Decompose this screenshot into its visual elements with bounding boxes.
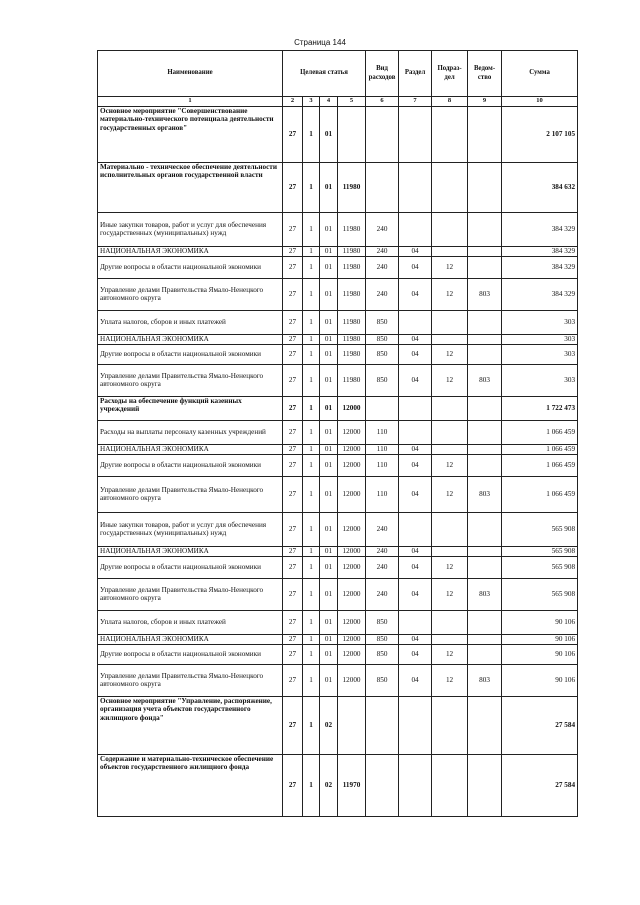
cell-section: [399, 212, 432, 246]
page-number-label: Страница 144: [294, 38, 346, 47]
cell-program: 27: [283, 334, 303, 344]
table-row: [98, 344, 578, 364]
cell-program: 27: [283, 106, 303, 162]
cell-event: 01: [320, 444, 338, 454]
col-number: 7: [399, 97, 432, 107]
header-subsection: Подраз-дел: [432, 51, 468, 97]
cell-subprogram: 1: [303, 364, 320, 396]
cell-subsection: [432, 754, 468, 816]
cell-event: 01: [320, 476, 338, 512]
cell-department: [468, 610, 502, 634]
cell-name: Иные закупки товаров, работ и услуг для обеспечения государственных (муниципальных) нужд: [98, 512, 283, 546]
cell-program: 27: [283, 212, 303, 246]
cell-name: Расходы на обеспечение функций казенных учреждений: [98, 396, 283, 420]
cell-section: [399, 310, 432, 334]
cell-section: 04: [399, 476, 432, 512]
cell-department: [468, 696, 502, 754]
cell-section: [399, 610, 432, 634]
cell-name: Содержание и материально-техническое обеспечение объектов государственного жилищного фонда: [98, 754, 283, 816]
cell-department: [468, 454, 502, 476]
header-target-article: Целевая статья: [283, 51, 366, 97]
cell-event: 01: [320, 578, 338, 610]
cell-section: 04: [399, 664, 432, 696]
cell-direction: 12000: [338, 444, 366, 454]
cell-event: 01: [320, 334, 338, 344]
cell-subprogram: 1: [303, 512, 320, 546]
cell-direction: 12000: [338, 664, 366, 696]
cell-name: НАЦИОНАЛЬНАЯ ЭКОНОМИКА: [98, 444, 283, 454]
header-name: Наименование: [98, 51, 283, 97]
cell-event: 01: [320, 454, 338, 476]
cell-department: [468, 106, 502, 162]
cell-direction: [338, 696, 366, 754]
cell-subsection: 12: [432, 644, 468, 664]
cell-direction: 12000: [338, 610, 366, 634]
cell-department: [468, 162, 502, 212]
cell-sum: 565 908: [502, 556, 578, 578]
cell-subsection: [432, 334, 468, 344]
cell-expense-type: 110: [366, 420, 399, 444]
cell-event: 01: [320, 278, 338, 310]
cell-direction: 12000: [338, 546, 366, 556]
cell-name: Другие вопросы в области национальной экономики: [98, 344, 283, 364]
cell-direction: 11980: [338, 310, 366, 334]
cell-direction: 11980: [338, 212, 366, 246]
cell-department: [468, 310, 502, 334]
cell-name: НАЦИОНАЛЬНАЯ ЭКОНОМИКА: [98, 634, 283, 644]
cell-program: 27: [283, 310, 303, 334]
table-row: [98, 106, 578, 162]
cell-expense-type: 850: [366, 664, 399, 696]
cell-name: Уплата налогов, сборов и иных платежей: [98, 310, 283, 334]
cell-department: 803: [468, 278, 502, 310]
cell-program: 27: [283, 454, 303, 476]
col-number: 10: [502, 97, 578, 107]
col-number: 4: [320, 97, 338, 107]
cell-program: 27: [283, 444, 303, 454]
cell-subsection: [432, 162, 468, 212]
cell-subprogram: 1: [303, 106, 320, 162]
cell-expense-type: 240: [366, 512, 399, 546]
cell-section: [399, 696, 432, 754]
cell-program: 27: [283, 364, 303, 396]
cell-section: 04: [399, 644, 432, 664]
cell-event: 01: [320, 162, 338, 212]
cell-section: 04: [399, 578, 432, 610]
cell-department: 803: [468, 364, 502, 396]
cell-department: [468, 634, 502, 644]
cell-sum: 303: [502, 334, 578, 344]
cell-expense-type: 240: [366, 546, 399, 556]
cell-event: 01: [320, 556, 338, 578]
cell-name: Другие вопросы в области национальной экономики: [98, 644, 283, 664]
cell-sum: 303: [502, 364, 578, 396]
cell-direction: 12000: [338, 476, 366, 512]
header-expense-type: Вид расходов: [366, 51, 399, 97]
cell-sum: 1 722 473: [502, 396, 578, 420]
cell-department: [468, 546, 502, 556]
cell-subprogram: 1: [303, 476, 320, 512]
cell-expense-type: [366, 696, 399, 754]
cell-section: 04: [399, 546, 432, 556]
cell-program: 27: [283, 610, 303, 634]
table-row: [98, 512, 578, 546]
cell-event: 01: [320, 610, 338, 634]
cell-department: [468, 334, 502, 344]
header-section: Раздел: [399, 51, 432, 97]
cell-expense-type: 110: [366, 444, 399, 454]
cell-department: 803: [468, 476, 502, 512]
column-number-row: [98, 97, 578, 107]
cell-subprogram: 1: [303, 344, 320, 364]
cell-section: 04: [399, 556, 432, 578]
cell-event: 01: [320, 634, 338, 644]
cell-event: 01: [320, 246, 338, 256]
cell-direction: 11980: [338, 334, 366, 344]
cell-subsection: 12: [432, 664, 468, 696]
cell-subprogram: 1: [303, 556, 320, 578]
cell-program: 27: [283, 754, 303, 816]
cell-event: 01: [320, 546, 338, 556]
cell-subsection: 12: [432, 578, 468, 610]
cell-name: Основное мероприятие "Управление, распоряжение, организация учета объектов государственного жилищного фонда": [98, 696, 283, 754]
cell-program: 27: [283, 556, 303, 578]
cell-event: 01: [320, 512, 338, 546]
cell-section: 04: [399, 444, 432, 454]
cell-expense-type: [366, 754, 399, 816]
table-row: [98, 256, 578, 278]
cell-subprogram: 1: [303, 162, 320, 212]
cell-sum: 1 066 459: [502, 444, 578, 454]
cell-department: [468, 556, 502, 578]
table-row: [98, 754, 578, 816]
cell-section: [399, 754, 432, 816]
col-number: 8: [432, 97, 468, 107]
cell-expense-type: 110: [366, 454, 399, 476]
cell-department: [468, 512, 502, 546]
cell-department: 803: [468, 578, 502, 610]
cell-program: 27: [283, 420, 303, 444]
cell-sum: 384 632: [502, 162, 578, 212]
header-sum: Сумма: [502, 51, 578, 97]
cell-expense-type: 850: [366, 364, 399, 396]
table-row: [98, 476, 578, 512]
header-department: Ведом-ство: [468, 51, 502, 97]
budget-table: [97, 50, 578, 817]
cell-sum: 90 106: [502, 644, 578, 664]
cell-subsection: [432, 444, 468, 454]
cell-direction: 11980: [338, 162, 366, 212]
cell-sum: 565 908: [502, 578, 578, 610]
table-row: [98, 310, 578, 334]
cell-direction: 11980: [338, 256, 366, 278]
cell-subprogram: 1: [303, 278, 320, 310]
cell-program: 27: [283, 546, 303, 556]
cell-sum: 27 584: [502, 754, 578, 816]
cell-subsection: [432, 512, 468, 546]
cell-sum: 565 908: [502, 546, 578, 556]
cell-name: Управление делами Правительства Ямало-Ненецкого автономного округа: [98, 578, 283, 610]
cell-subprogram: 1: [303, 310, 320, 334]
cell-program: 27: [283, 476, 303, 512]
cell-sum: 1 066 459: [502, 476, 578, 512]
cell-event: 01: [320, 664, 338, 696]
cell-name: Другие вопросы в области национальной экономики: [98, 256, 283, 278]
cell-direction: 12000: [338, 512, 366, 546]
cell-program: 27: [283, 578, 303, 610]
cell-name: Управление делами Правительства Ямало-Ненецкого автономного округа: [98, 664, 283, 696]
cell-sum: 27 584: [502, 696, 578, 754]
cell-expense-type: 850: [366, 644, 399, 664]
cell-name: НАЦИОНАЛЬНАЯ ЭКОНОМИКА: [98, 546, 283, 556]
cell-event: 02: [320, 696, 338, 754]
cell-expense-type: [366, 396, 399, 420]
cell-subprogram: 1: [303, 610, 320, 634]
cell-section: 04: [399, 454, 432, 476]
cell-event: 01: [320, 364, 338, 396]
cell-direction: 12000: [338, 634, 366, 644]
cell-subsection: [432, 610, 468, 634]
cell-direction: [338, 106, 366, 162]
cell-expense-type: 850: [366, 344, 399, 364]
cell-direction: 11980: [338, 278, 366, 310]
cell-direction: 11980: [338, 344, 366, 364]
cell-expense-type: 240: [366, 556, 399, 578]
cell-subprogram: 1: [303, 420, 320, 444]
cell-subsection: [432, 396, 468, 420]
cell-subprogram: 1: [303, 246, 320, 256]
table-row: [98, 634, 578, 644]
table-row: [98, 578, 578, 610]
cell-subsection: 12: [432, 454, 468, 476]
cell-program: 27: [283, 256, 303, 278]
cell-program: 27: [283, 344, 303, 364]
table-row: [98, 696, 578, 754]
cell-sum: 384 329: [502, 246, 578, 256]
cell-section: [399, 512, 432, 546]
cell-name: Управление делами Правительства Ямало-Ненецкого автономного округа: [98, 476, 283, 512]
table-row: [98, 610, 578, 634]
table-row: [98, 556, 578, 578]
cell-subprogram: 1: [303, 334, 320, 344]
cell-name: Другие вопросы в области национальной экономики: [98, 556, 283, 578]
table-row: [98, 162, 578, 212]
cell-subprogram: 1: [303, 396, 320, 420]
cell-sum: 303: [502, 344, 578, 364]
cell-subprogram: 1: [303, 546, 320, 556]
cell-section: 04: [399, 334, 432, 344]
cell-event: 01: [320, 644, 338, 664]
table-row: [98, 212, 578, 246]
cell-name: Расходы на выплаты персоналу казенных учреждений: [98, 420, 283, 444]
table-header-row: [98, 51, 578, 97]
cell-sum: 1 066 459: [502, 420, 578, 444]
cell-section: 04: [399, 344, 432, 364]
col-number: 2: [283, 97, 303, 107]
cell-program: 27: [283, 246, 303, 256]
cell-program: 27: [283, 512, 303, 546]
cell-name: Материально - техническое обеспечение деятельности исполнительных органов государственной власти: [98, 162, 283, 212]
cell-name: Основное мероприятие "Совершенствование материально-технического потенциала деятельности государственных органов": [98, 106, 283, 162]
cell-section: [399, 162, 432, 212]
cell-expense-type: 240: [366, 256, 399, 278]
cell-expense-type: 240: [366, 246, 399, 256]
table-row: [98, 278, 578, 310]
cell-expense-type: 850: [366, 334, 399, 344]
cell-expense-type: 240: [366, 578, 399, 610]
cell-name: Другие вопросы в области национальной экономики: [98, 454, 283, 476]
cell-section: 04: [399, 364, 432, 396]
col-number: 9: [468, 97, 502, 107]
cell-program: 27: [283, 696, 303, 754]
table-row: [98, 396, 578, 420]
cell-event: 01: [320, 310, 338, 334]
table-row: [98, 454, 578, 476]
cell-program: 27: [283, 644, 303, 664]
cell-event: 01: [320, 344, 338, 364]
cell-expense-type: 240: [366, 212, 399, 246]
cell-expense-type: 850: [366, 610, 399, 634]
cell-program: 27: [283, 278, 303, 310]
cell-name: Иные закупки товаров, работ и услуг для обеспечения государственных (муниципальных) нужд: [98, 212, 283, 246]
cell-subsection: [432, 420, 468, 444]
cell-department: [468, 644, 502, 664]
cell-sum: 90 106: [502, 610, 578, 634]
cell-direction: 12000: [338, 644, 366, 664]
cell-section: 04: [399, 256, 432, 278]
cell-subsection: [432, 310, 468, 334]
cell-department: [468, 420, 502, 444]
cell-sum: 303: [502, 310, 578, 334]
cell-section: [399, 396, 432, 420]
table-body: [98, 106, 578, 816]
cell-expense-type: 110: [366, 476, 399, 512]
cell-event: 01: [320, 256, 338, 278]
table-row: [98, 420, 578, 444]
cell-direction: 12000: [338, 396, 366, 420]
cell-subprogram: 1: [303, 454, 320, 476]
cell-subprogram: 1: [303, 644, 320, 664]
cell-sum: 90 106: [502, 664, 578, 696]
cell-direction: 11980: [338, 246, 366, 256]
cell-section: 04: [399, 278, 432, 310]
cell-subprogram: 1: [303, 256, 320, 278]
cell-event: 01: [320, 396, 338, 420]
cell-subprogram: 1: [303, 634, 320, 644]
cell-event: 01: [320, 212, 338, 246]
cell-subsection: [432, 634, 468, 644]
cell-direction: 12000: [338, 556, 366, 578]
col-number: 5: [338, 97, 366, 107]
cell-department: [468, 212, 502, 246]
cell-name: Управление делами Правительства Ямало-Ненецкого автономного округа: [98, 278, 283, 310]
cell-department: [468, 246, 502, 256]
cell-program: 27: [283, 634, 303, 644]
cell-subprogram: 1: [303, 578, 320, 610]
table-row: [98, 664, 578, 696]
cell-department: 803: [468, 664, 502, 696]
cell-event: 01: [320, 420, 338, 444]
cell-section: 04: [399, 634, 432, 644]
table-row: [98, 364, 578, 396]
cell-subsection: 12: [432, 344, 468, 364]
cell-sum: 1 066 459: [502, 454, 578, 476]
cell-subsection: 12: [432, 556, 468, 578]
cell-sum: 384 329: [502, 256, 578, 278]
table-row: [98, 334, 578, 344]
cell-sum: 384 329: [502, 278, 578, 310]
table-row: [98, 444, 578, 454]
cell-direction: 12000: [338, 454, 366, 476]
cell-sum: 384 329: [502, 212, 578, 246]
cell-subprogram: 1: [303, 212, 320, 246]
cell-department: [468, 754, 502, 816]
cell-name: НАЦИОНАЛЬНАЯ ЭКОНОМИКА: [98, 334, 283, 344]
col-number: 3: [303, 97, 320, 107]
cell-department: [468, 344, 502, 364]
cell-direction: 11980: [338, 364, 366, 396]
cell-subsection: [432, 212, 468, 246]
cell-section: [399, 106, 432, 162]
cell-direction: 11970: [338, 754, 366, 816]
table-row: [98, 546, 578, 556]
cell-department: [468, 256, 502, 278]
cell-event: 02: [320, 754, 338, 816]
cell-name: Уплата налогов, сборов и иных платежей: [98, 610, 283, 634]
table-row: [98, 644, 578, 664]
cell-subprogram: 1: [303, 754, 320, 816]
col-number: 1: [98, 97, 283, 107]
cell-department: [468, 444, 502, 454]
cell-name: НАЦИОНАЛЬНАЯ ЭКОНОМИКА: [98, 246, 283, 256]
cell-expense-type: [366, 162, 399, 212]
cell-sum: 90 106: [502, 634, 578, 644]
col-number: 6: [366, 97, 399, 107]
cell-department: [468, 396, 502, 420]
cell-sum: 2 107 105: [502, 106, 578, 162]
cell-section: 04: [399, 246, 432, 256]
table-row: [98, 246, 578, 256]
cell-program: 27: [283, 664, 303, 696]
cell-subsection: 12: [432, 476, 468, 512]
cell-direction: 12000: [338, 420, 366, 444]
cell-expense-type: 850: [366, 634, 399, 644]
cell-subprogram: 1: [303, 696, 320, 754]
cell-subprogram: 1: [303, 664, 320, 696]
cell-name: Управление делами Правительства Ямало-Ненецкого автономного округа: [98, 364, 283, 396]
cell-subsection: [432, 546, 468, 556]
cell-expense-type: 850: [366, 310, 399, 334]
cell-event: 01: [320, 106, 338, 162]
cell-subsection: 12: [432, 278, 468, 310]
cell-program: 27: [283, 396, 303, 420]
cell-subsection: [432, 696, 468, 754]
cell-program: 27: [283, 162, 303, 212]
cell-subsection: [432, 246, 468, 256]
cell-subprogram: 1: [303, 444, 320, 454]
cell-subsection: 12: [432, 256, 468, 278]
cell-direction: 12000: [338, 578, 366, 610]
cell-subsection: [432, 106, 468, 162]
cell-subsection: 12: [432, 364, 468, 396]
cell-section: [399, 420, 432, 444]
cell-expense-type: [366, 106, 399, 162]
cell-sum: 565 908: [502, 512, 578, 546]
cell-expense-type: 240: [366, 278, 399, 310]
